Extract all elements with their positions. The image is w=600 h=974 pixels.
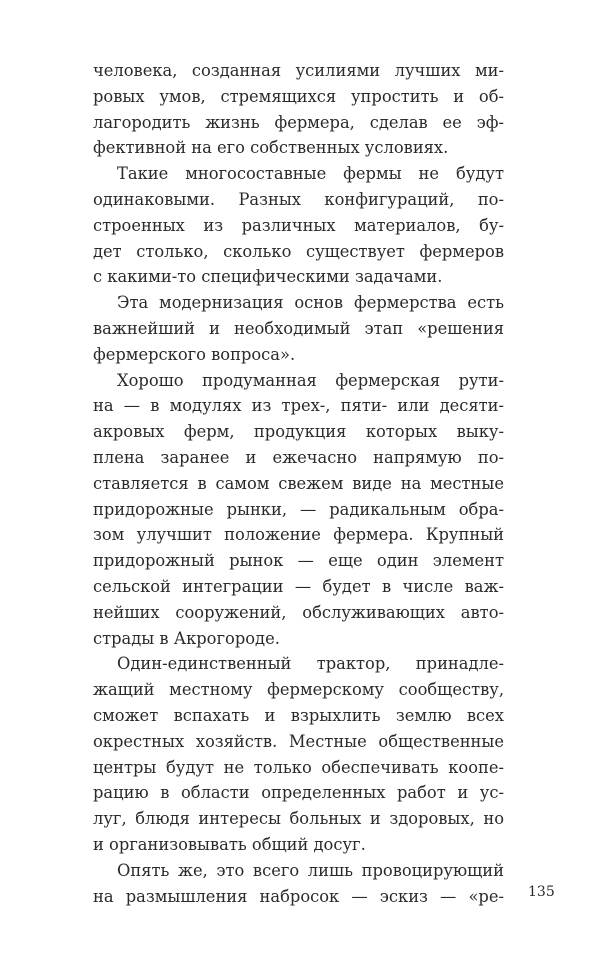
paragraph — [93, 290, 504, 367]
text-line: окрестных хозяйств. Местные общественные — [93, 731, 504, 751]
text-line: центры будут не только обеспечивать коопе- — [93, 757, 504, 777]
text-line: фермерского вопроса». — [93, 344, 296, 364]
text-line: одинаковыми. Разных конфигураций, по- — [93, 189, 504, 209]
text-line: с какими-то специфическими задачами. — [93, 267, 443, 287]
text-line: плена заранее и ежечасно напрямую по- — [93, 447, 504, 467]
text-line: Эта модернизация основ фермерства есть — [117, 293, 504, 313]
text-line: Опять же, это всего лишь провоцирующий — [117, 860, 504, 880]
text-line: дет столько, сколько существует фермеров — [93, 241, 504, 261]
text-line: Один-единственный трактор, принадле- — [117, 654, 504, 674]
text-line: Такие многосоставные фермы не будут — [117, 164, 504, 184]
text-line: лагородить жизнь фермера, сделав ее эф- — [93, 112, 504, 132]
text-line: ставляется в самом свежем виде на местные — [93, 473, 504, 493]
page-number: 135 — [528, 884, 555, 900]
page-body-text — [93, 58, 504, 909]
text-line: на размышления набросок — эскиз — «ре- — [93, 886, 504, 906]
text-line: и организовывать общий досуг. — [93, 834, 366, 854]
text-line: фективной на его собственных условиях. — [93, 138, 449, 158]
paragraph — [93, 858, 504, 910]
text-line: важнейший и необходимый этап «решения — [93, 318, 504, 338]
text-line: акровых ферм, продукция которых выку- — [93, 422, 504, 442]
paragraph — [93, 161, 504, 290]
text-line: придорожные рынки, — радикальным обра- — [93, 499, 504, 519]
text-line: жащий местному фермерскому сообществу, — [93, 680, 504, 700]
paragraph — [93, 651, 504, 857]
text-line: Хорошо продуманная фермерская рути- — [117, 370, 504, 390]
text-line: страды в Акрогороде. — [93, 628, 280, 648]
text-line: луг, блюдя интересы больных и здоровых, но — [93, 809, 504, 829]
text-line: человека, созданная усилиями лучших ми- — [93, 61, 504, 80]
text-line: зом улучшит положение фермера. Крупный — [93, 525, 504, 545]
text-line: сможет вспахать и взрыхлить землю всех — [93, 705, 504, 725]
text-line: сельской интеграции — будет в числе важ- — [93, 576, 504, 596]
text-line: рацию в области определенных работ и ус- — [93, 783, 504, 803]
text-line: нейших сооружений, обслуживающих авто- — [93, 602, 504, 622]
text-line: строенных из различных материалов, бу- — [93, 215, 504, 235]
text-line: на — в модулях из трех-, пяти- или десяти- — [93, 396, 504, 416]
paragraph — [93, 368, 504, 652]
text-line: придорожный рынок — еще один элемент — [93, 551, 504, 571]
text-line: ровых умов, стремящихся упростить и об- — [93, 86, 504, 106]
paragraph — [93, 58, 504, 161]
